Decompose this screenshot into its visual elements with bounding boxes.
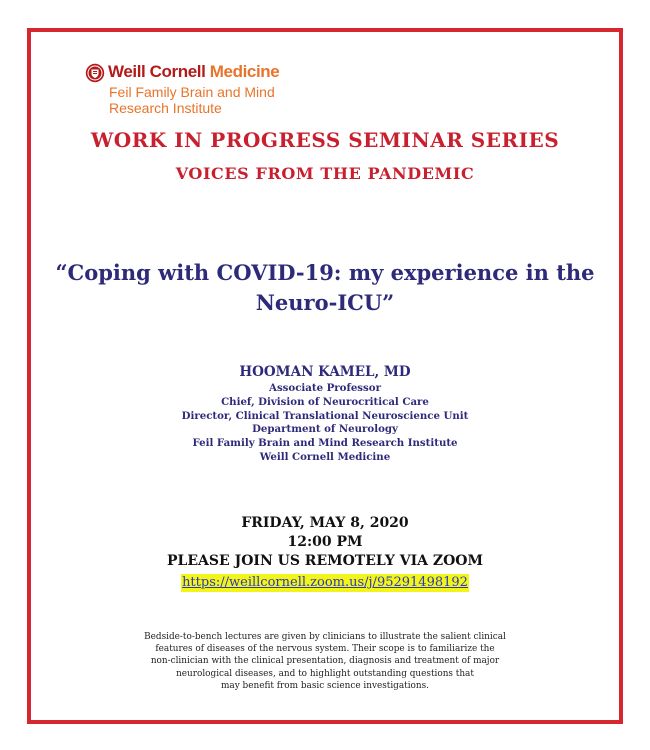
event-time: 12:00 PM: [287, 534, 363, 550]
event-date: FRIDAY, MAY 8, 2020: [241, 515, 409, 531]
speaker-role: Director, Clinical Translational Neuroscience Unit: [181, 409, 469, 422]
description-line: neurological diseases, and to highlight outstanding questions that: [176, 668, 474, 679]
speaker-role: Associate Professor: [269, 382, 381, 394]
talk-title: “Coping with COVID-19: my experience in the Neuro-ICU”: [55, 260, 595, 315]
event-join-text: PLEASE JOIN US REMOTELY VIA ZOOM: [167, 553, 483, 569]
seminar-series-heading: WORK IN PROGRESS SEMINAR SERIES: [90, 128, 560, 152]
description-line: may benefit from basic science investigations.: [221, 680, 429, 691]
speaker-role: Department of Neurology: [252, 423, 398, 436]
speaker-role: Chief, Division of Neurocritical Care: [221, 395, 429, 408]
series-description: [31, 631, 619, 692]
description-line: Bedside-to-bench lectures are given by clinicians to illustrate the salient clinical: [144, 632, 506, 642]
description-line: non-clinician with the clinical presentation, diagnosis and treatment of major: [150, 656, 500, 667]
brand-wordmark: [108, 62, 279, 82]
brand-name: Weill Cornell: [108, 62, 206, 81]
institute-name: Feil Family Brain and Mind Research Institute: [109, 84, 275, 116]
flyer-frame: [27, 28, 623, 724]
description-line: features of diseases of the nervous system. Their scope is to familiarize the: [155, 644, 495, 655]
speaker-role: Feil Family Brain and Mind Research Institute: [192, 437, 458, 450]
seminar-subseries-heading: VOICES FROM THE PANDEMIC: [175, 164, 475, 183]
cornell-seal-icon: [85, 63, 105, 83]
event-details: [31, 514, 619, 571]
speaker-roles: [31, 382, 619, 465]
speaker-role: Weill Cornell Medicine: [259, 450, 391, 463]
speaker-name: HOOMAN KAMEL, MD: [239, 364, 411, 380]
zoom-link[interactable]: https://weillcornell.zoom.us/j/95291498192: [182, 575, 468, 590]
brand-medicine: Medicine: [209, 62, 280, 81]
zoom-link-row: [31, 571, 619, 592]
